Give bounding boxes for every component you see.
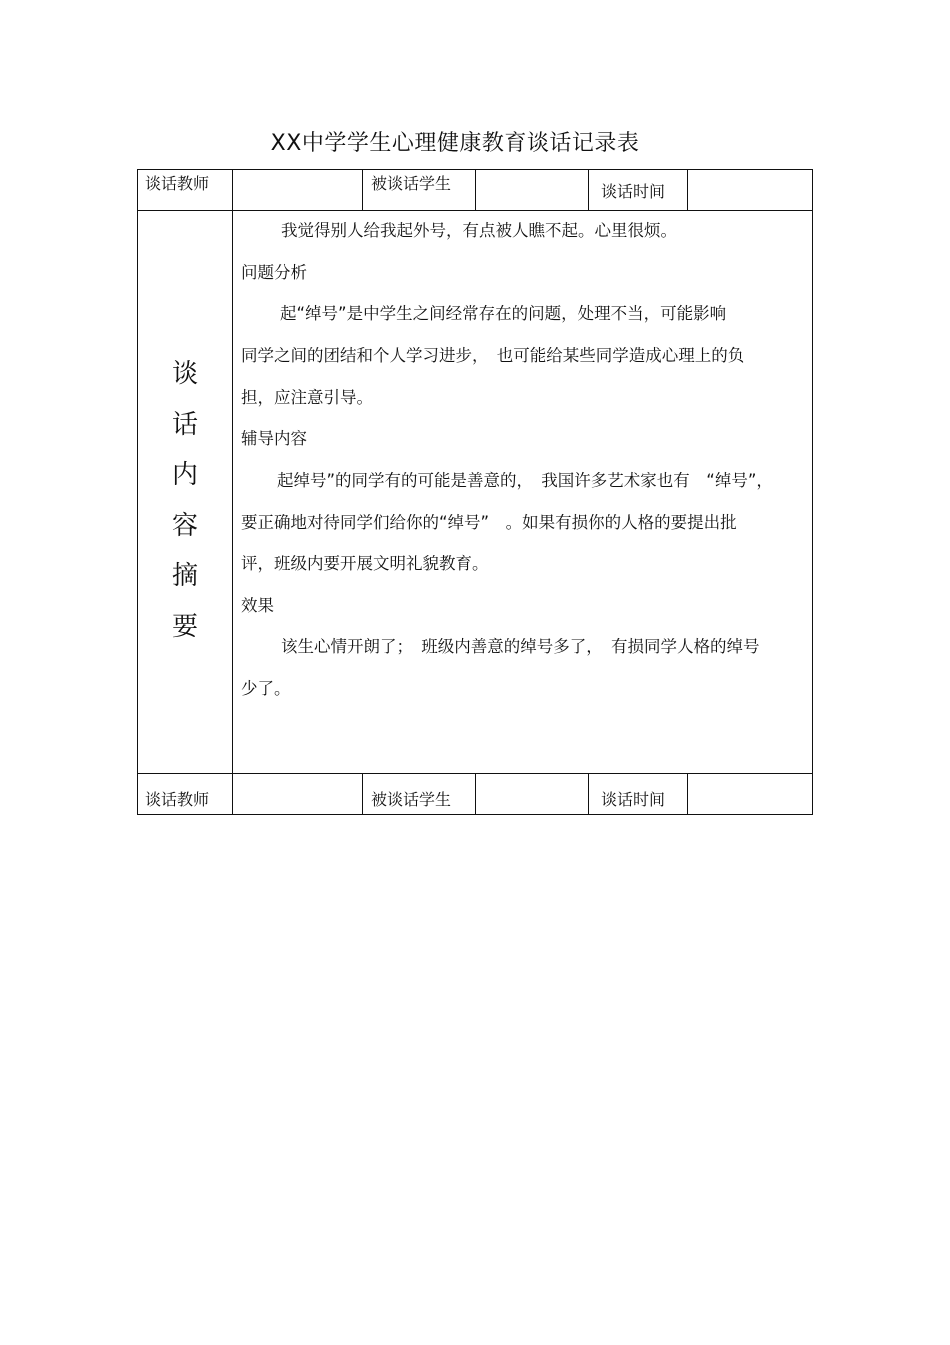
table-border-right	[812, 169, 813, 815]
section-heading: 辅导内容	[241, 429, 307, 448]
student-label: 被谈话学生	[371, 790, 452, 809]
content-line: 担，应注意引导。	[241, 388, 373, 407]
table-column-divider	[475, 169, 476, 211]
time-label: 谈话时间	[601, 182, 666, 201]
content-line: 我觉得别人给我起外号，有点被人瞧不起。心里很烦。	[281, 221, 677, 240]
table-column-divider	[475, 773, 476, 815]
section-heading: 问题分析	[241, 263, 307, 282]
teacher-label: 谈话教师	[145, 174, 210, 193]
summary-label-char: 谈	[171, 359, 198, 389]
table-column-divider	[588, 169, 589, 211]
student-label: 被谈话学生	[371, 174, 452, 193]
content-line: 要正确地对待同学们给你的“绰号” 。如果有损你的人格的要提出批	[241, 513, 737, 532]
table-column-divider	[362, 169, 363, 211]
summary-label-char: 话	[171, 409, 198, 440]
content-line: 同学之间的团结和个人学习进步， 也可能给某些同学造成心理上的负	[241, 346, 745, 365]
summary-label-char: 要	[171, 611, 198, 642]
section-heading: 效果	[241, 596, 274, 615]
time-label: 谈话时间	[601, 790, 666, 809]
document-title: XX中学学生心理健康教育谈话记录表	[270, 131, 640, 156]
table-column-divider	[362, 773, 363, 815]
summary-label-char: 容	[171, 510, 198, 541]
table-column-divider	[588, 773, 589, 815]
content-line: 该生心情开朗了； 班级内善意的绰号多了， 有损同学人格的绰号	[281, 637, 760, 656]
content-line: 起绰号”的同学有的可能是善意的， 我国许多艺术家也有 “绰号”，	[277, 471, 773, 490]
table-column-divider	[687, 773, 688, 815]
content-line: 评，班级内要开展文明礼貌教育。	[241, 554, 489, 573]
content-line: 起“绰号”是中学生之间经常存在的问题，处理不当，可能影响	[280, 304, 727, 323]
content-line: 少了。	[241, 679, 291, 698]
summary-label-char: 摘	[171, 561, 198, 591]
record-table	[137, 169, 813, 815]
summary-label-char: 内	[171, 460, 198, 490]
summary-vertical-label	[137, 349, 233, 652]
teacher-label: 谈话教师	[145, 790, 210, 809]
table-column-divider	[687, 169, 688, 211]
